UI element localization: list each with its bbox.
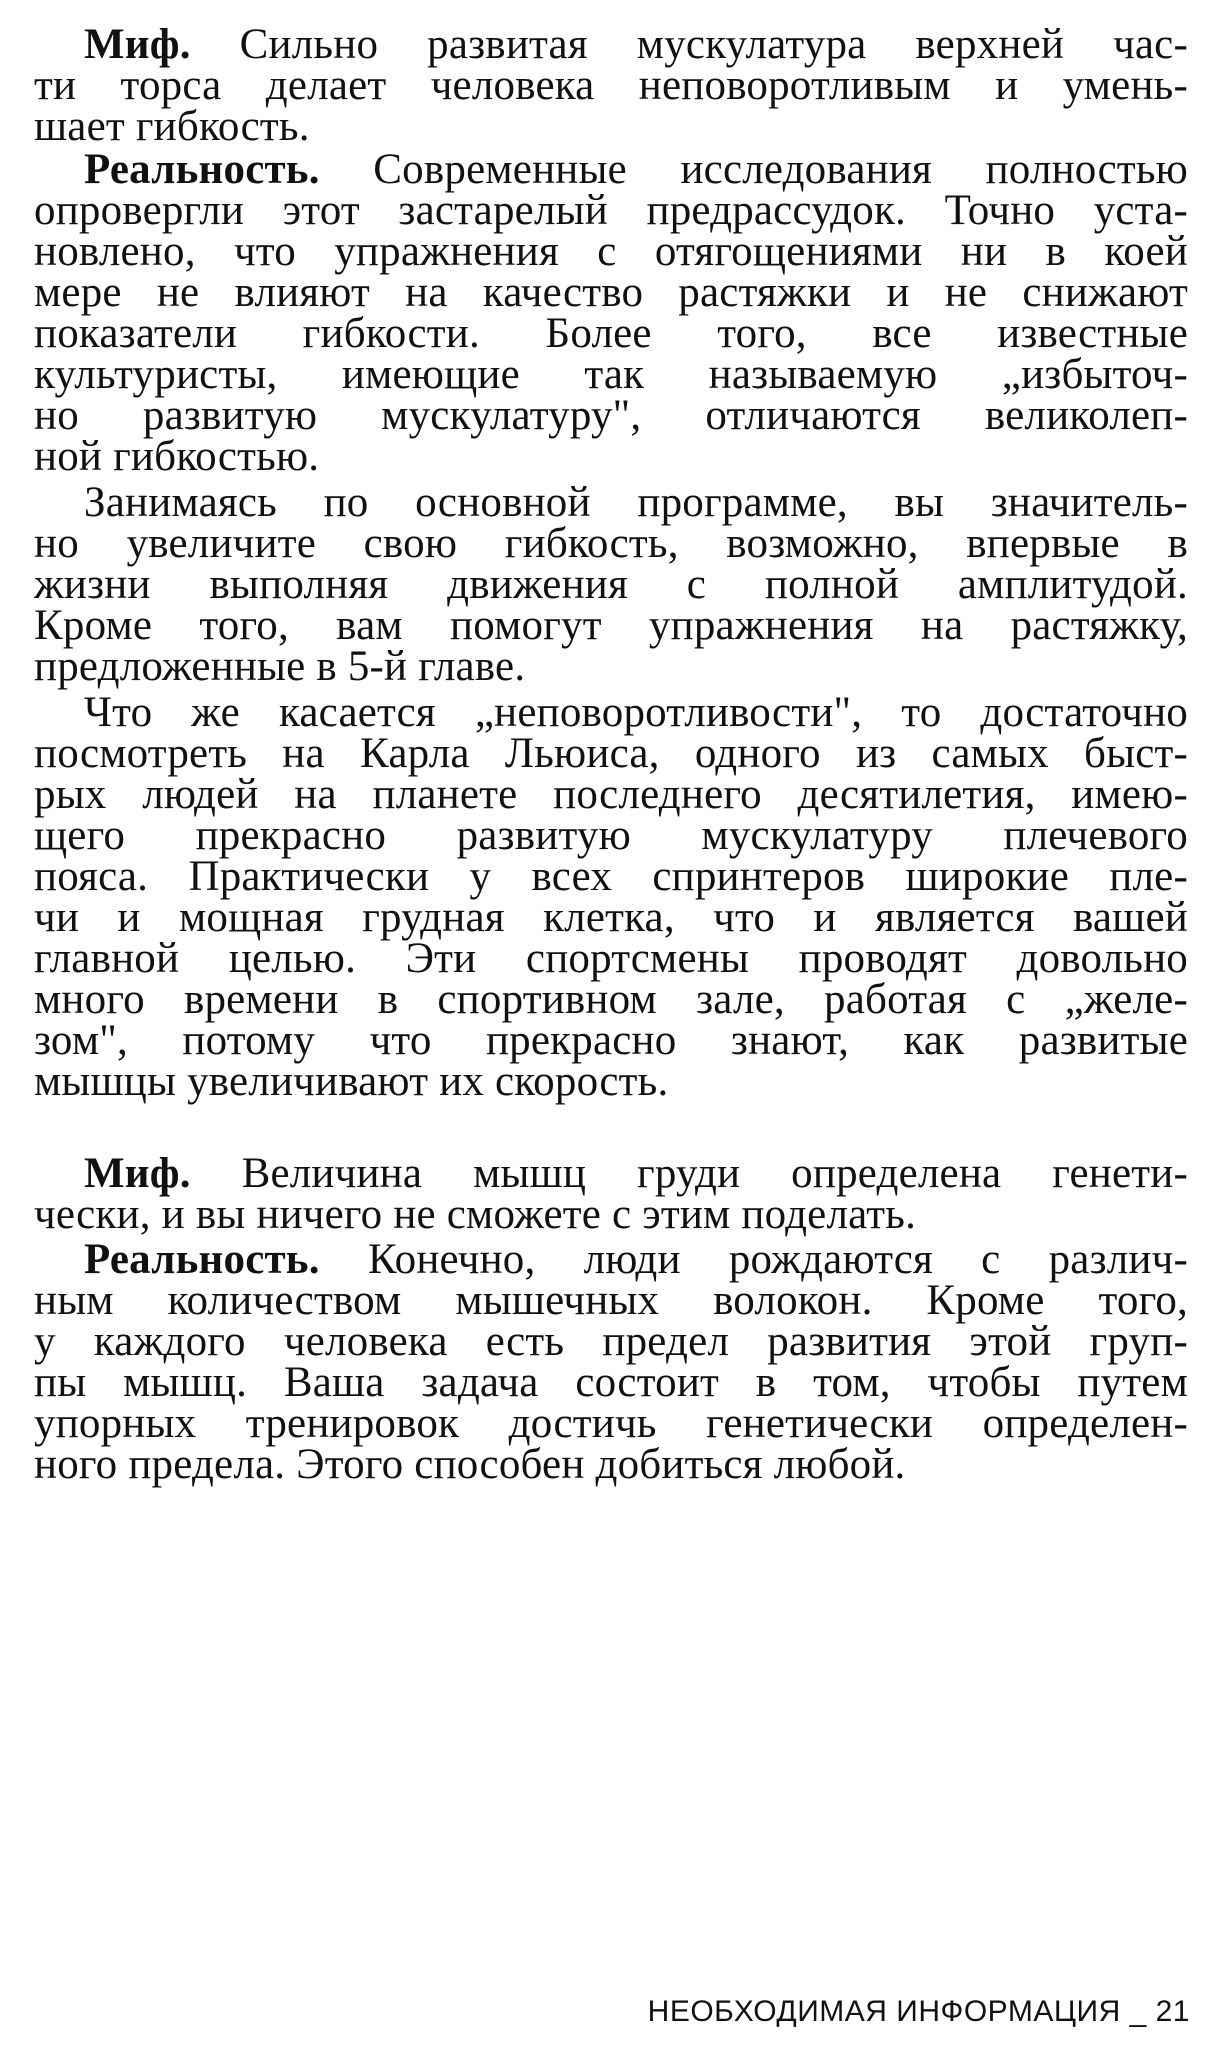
text-line: главной целью. Эти спортсмены проводят довольно	[34, 935, 1188, 982]
text-line: пояса. Практически у всех спринтеров широкие пле-	[34, 853, 1188, 900]
text-line: много времени в спортивном зале, работая с „желе-	[34, 976, 1188, 1023]
running-head: НЕОБХОДИМАЯ ИНФОРМАЦИЯ	[647, 1995, 1121, 2028]
text-line: посмотреть на Карла Льюиса, одного из самых быст-	[34, 730, 1188, 777]
myth-label: Миф.	[84, 21, 191, 68]
text-line: у каждого человека есть предел развития этой груп-	[34, 1318, 1188, 1365]
footer-separator: _	[1129, 1995, 1147, 2028]
text-line: жизни выполняя движения с полной амплитудой.	[34, 561, 1188, 608]
reality-label: Реальность.	[84, 146, 320, 193]
text-line: рых людей на планете последнего десятилетия, имею-	[34, 771, 1188, 818]
text-line: Миф. Величина мышц груди определена генети-	[84, 1150, 1188, 1197]
text-line: Реальность. Современные исследования полностью	[84, 146, 1188, 193]
text-line: щего прекрасно развитую мускулатуру плечевого	[34, 812, 1188, 859]
text-line: опровергли этот застарелый предрассудок. Точно уста-	[34, 187, 1188, 234]
myth-label: Миф.	[84, 1150, 191, 1197]
text-line: Реальность. Конечно, люди рождаются с различ-	[84, 1236, 1188, 1283]
text-line: ной гибкостью.	[34, 433, 320, 480]
text-line: Кроме того, вам помогут упражнения на растяжку,	[34, 602, 1188, 649]
text-line: зом", потому что прекрасно знают, как развитые	[34, 1017, 1188, 1064]
text-line: ным количеством мышечных волокон. Кроме того,	[34, 1277, 1188, 1324]
text-line: но увеличите свою гибкость, возможно, впервые в	[34, 520, 1188, 567]
text-line: культуристы, имеющие так называемую „избыточ-	[34, 351, 1188, 398]
page-footer	[640, 1992, 1190, 2032]
text-line: но развитую мускулатуру", отличаются великолеп-	[34, 392, 1188, 439]
text-line: пы мышц. Ваша задача состоит в том, чтобы путем	[34, 1359, 1188, 1406]
text-line: Миф. Сильно развитая мускулатура верхней час-	[84, 21, 1188, 68]
text-line: новлено, что упражнения с отягощениями ни в коей	[34, 228, 1188, 275]
text-line: Занимаясь по основной программе, вы значитель-	[84, 479, 1188, 526]
text-line: шает гибкость.	[34, 103, 310, 150]
text-line: показатели гибкости. Более того, все известные	[34, 310, 1188, 357]
text-line: ти торса делает человека неповоротливым и умень-	[34, 62, 1188, 109]
text-line: чи и мощная грудная клетка, что и является вашей	[34, 894, 1188, 941]
text-line: предложенные в 5-й главе.	[34, 643, 526, 690]
text-line: Что же касается „неповоротливости", то достаточно	[84, 689, 1188, 736]
text-line: чески, и вы ничего не сможете с этим поделать.	[34, 1191, 917, 1238]
text-line: упорных тренировок достичь генетически определен-	[34, 1400, 1188, 1447]
text-line: ного предела. Этого способен добиться любой.	[34, 1441, 906, 1488]
text-line: мере не влияют на качество растяжки и не снижают	[34, 269, 1188, 316]
page-number: 21	[1155, 1995, 1190, 2028]
text-line: мышцы увеличивают их скорость.	[34, 1058, 669, 1105]
reality-label: Реальность.	[84, 1236, 320, 1283]
